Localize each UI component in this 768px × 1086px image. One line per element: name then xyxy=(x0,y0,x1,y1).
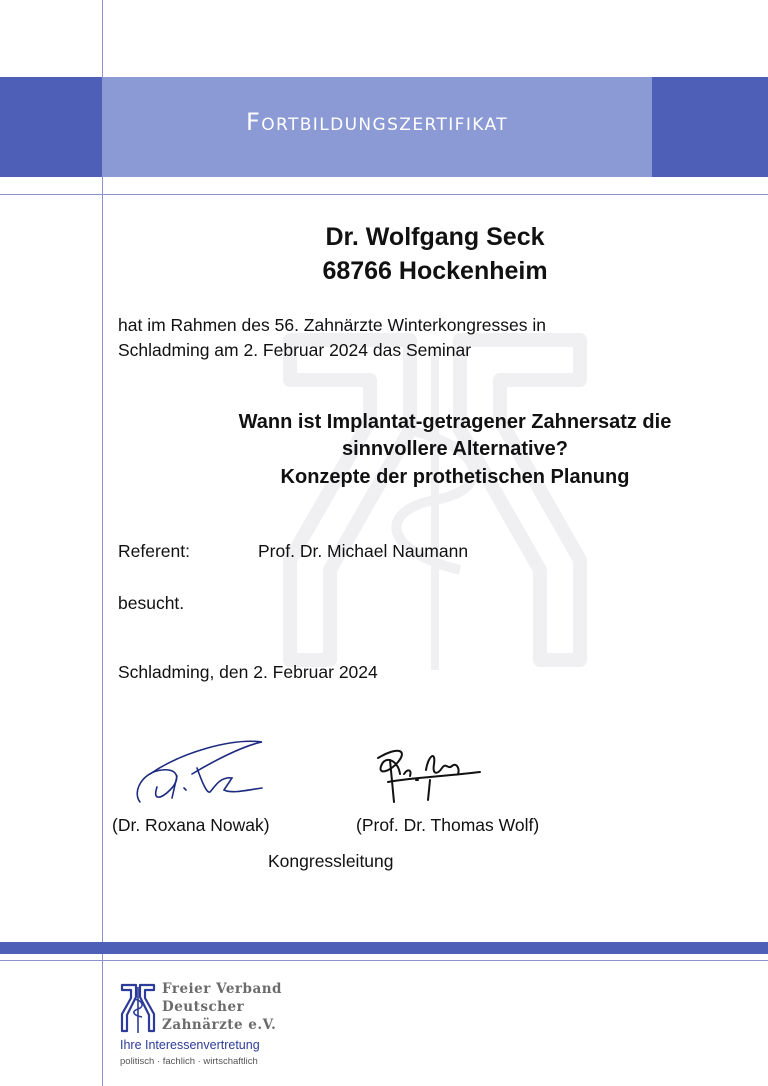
intro-line-2: Schladming am 2. Februar 2024 das Seminar xyxy=(118,340,472,360)
org-name-line-1: Freier Verband xyxy=(162,981,282,997)
org-name-line-3: Zahnärzte e.V. xyxy=(162,1017,277,1033)
footer-band-right xyxy=(102,942,768,954)
referent-label: Referent: xyxy=(118,541,190,561)
place-date: Schladming, den 2. Februar 2024 xyxy=(118,662,378,682)
header-band-left xyxy=(0,77,102,177)
org-subtagline: politisch · fachlich · wirtschaftlich xyxy=(120,1056,258,1067)
referent-name: Prof. Dr. Michael Naumann xyxy=(258,541,469,561)
signatory-left-name: (Dr. Roxana Nowak) xyxy=(112,815,270,835)
header-band-right xyxy=(652,77,768,177)
seminar-title-line-3: Konzepte der prothetischen Planung xyxy=(280,466,630,488)
certificate-title: Fortbildungszertifikat xyxy=(245,108,508,136)
signature-wolf xyxy=(368,740,488,810)
watermark-logo-icon xyxy=(270,320,600,680)
header-bottom-rule xyxy=(0,194,768,195)
org-name-line-2: Deutscher xyxy=(162,999,245,1015)
recipient-city: 68766 Hockenheim xyxy=(322,257,548,285)
seminar-title-line-1: Wann ist Implantat-getragener Zahnersatz die xyxy=(238,411,672,433)
signatory-role: Kongressleitung xyxy=(268,851,394,871)
fvdz-logo-icon xyxy=(120,983,156,1035)
intro-line-1: hat im Rahmen des 56. Zahnärzte Winterkongresses in xyxy=(118,315,546,335)
signature-nowak xyxy=(122,732,272,812)
seminar-title-line-2: sinnvollere Alternative? xyxy=(342,438,568,460)
footer-rule xyxy=(0,960,768,961)
org-tagline: Ihre Interessenvertretung xyxy=(120,1038,260,1052)
signatory-right-name: (Prof. Dr. Thomas Wolf) xyxy=(356,815,540,835)
recipient-name: Dr. Wolfgang Seck xyxy=(325,223,545,251)
footer-band-left xyxy=(0,942,102,954)
visited-text: besucht. xyxy=(118,593,185,613)
